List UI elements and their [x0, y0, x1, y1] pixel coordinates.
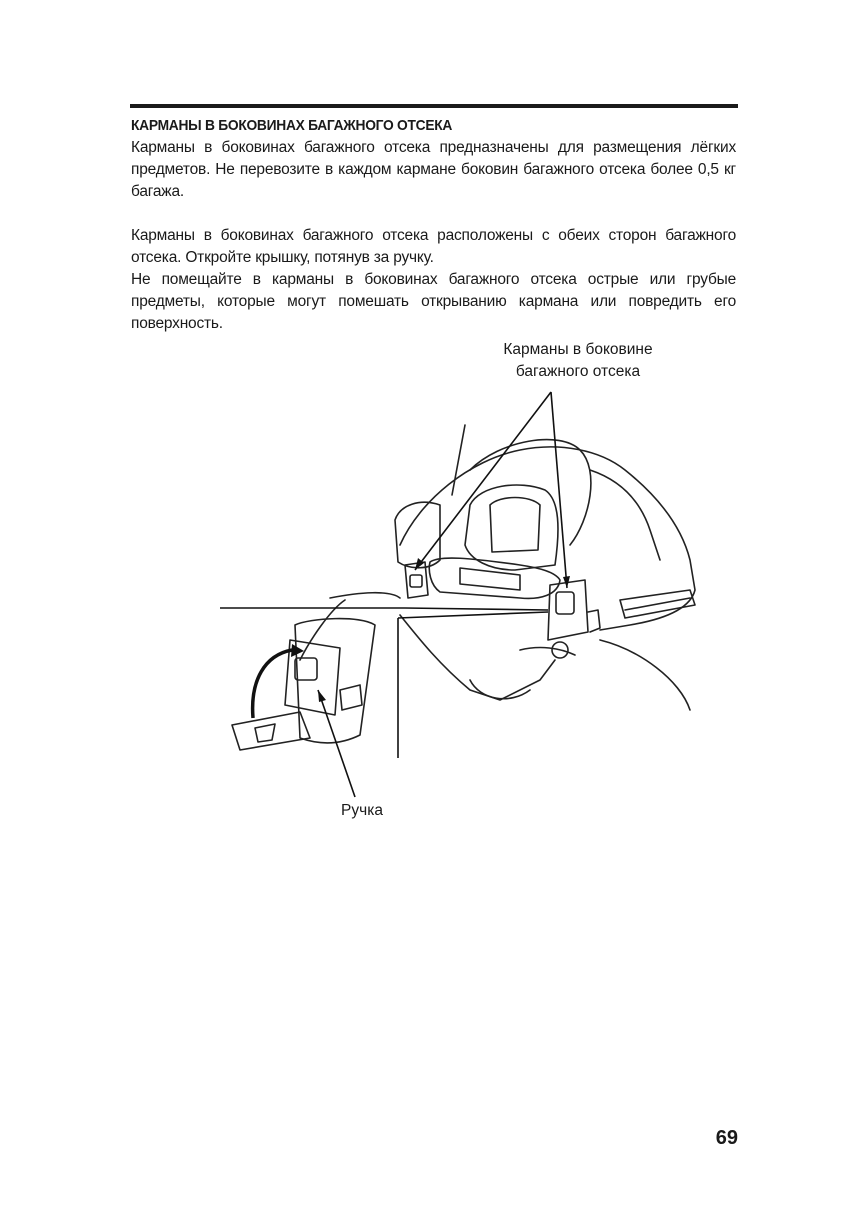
paragraph-warning: Не помещайте в карманы в боковинах багажного отсека острые или грубые предметы, которые могут помешать открыванию кармана или повредить его поверхность. — [131, 271, 736, 332]
lower-body-mid — [330, 593, 400, 598]
paragraph-location: Карманы в боковинах багажного отсека расположены с обеих сторон багажного отсека. Откройте крышку, потянув за ручку. — [131, 227, 736, 266]
callout-handle: Ручка — [341, 802, 383, 819]
trunk-upper-shell — [470, 440, 591, 545]
inset-pointer-link — [398, 612, 548, 618]
inset-lid-tab — [255, 724, 275, 742]
callout-side-pockets-line2: багажного отсека — [515, 363, 641, 380]
seat-roll — [429, 558, 560, 598]
right-pocket — [548, 580, 588, 640]
body-lower-right — [600, 640, 690, 710]
trunk-body-outline — [400, 447, 695, 630]
paragraph-purpose: Карманы в боковинах багажного отсека предназначены для размещения лёгких предметов. Не перевозите в каждом кармане боковин багажного отсека более 0,5 кг багажа. — [131, 139, 736, 200]
page-number: 69 — [715, 1127, 738, 1149]
seat-lower-contour — [400, 615, 555, 700]
left-bolster — [395, 502, 440, 567]
right-pocket-handle — [556, 592, 574, 614]
inset-handle — [295, 658, 317, 680]
trunk-lid-line — [590, 470, 660, 560]
leader-handle-arrowhead — [318, 690, 326, 702]
left-pocket-handle — [410, 575, 422, 587]
section-title: КАРМАНЫ В БОКОВИНАХ БАГАЖНОГО ОТСЕКА — [131, 117, 453, 134]
seat-roll-inner — [460, 568, 520, 590]
right-pocket-latch — [588, 610, 600, 632]
lower-body-left — [300, 600, 345, 660]
callout-side-pockets-line1: Карманы в боковине — [503, 341, 653, 358]
inset-pointer-diagonal — [405, 608, 548, 610]
leader-pocket-right — [551, 392, 567, 588]
inset-side-bracket — [340, 685, 362, 710]
inset-lid-open — [232, 712, 310, 750]
leader-pocket-left — [415, 392, 551, 570]
backrest-pad — [490, 498, 540, 553]
antenna-line — [452, 425, 465, 495]
